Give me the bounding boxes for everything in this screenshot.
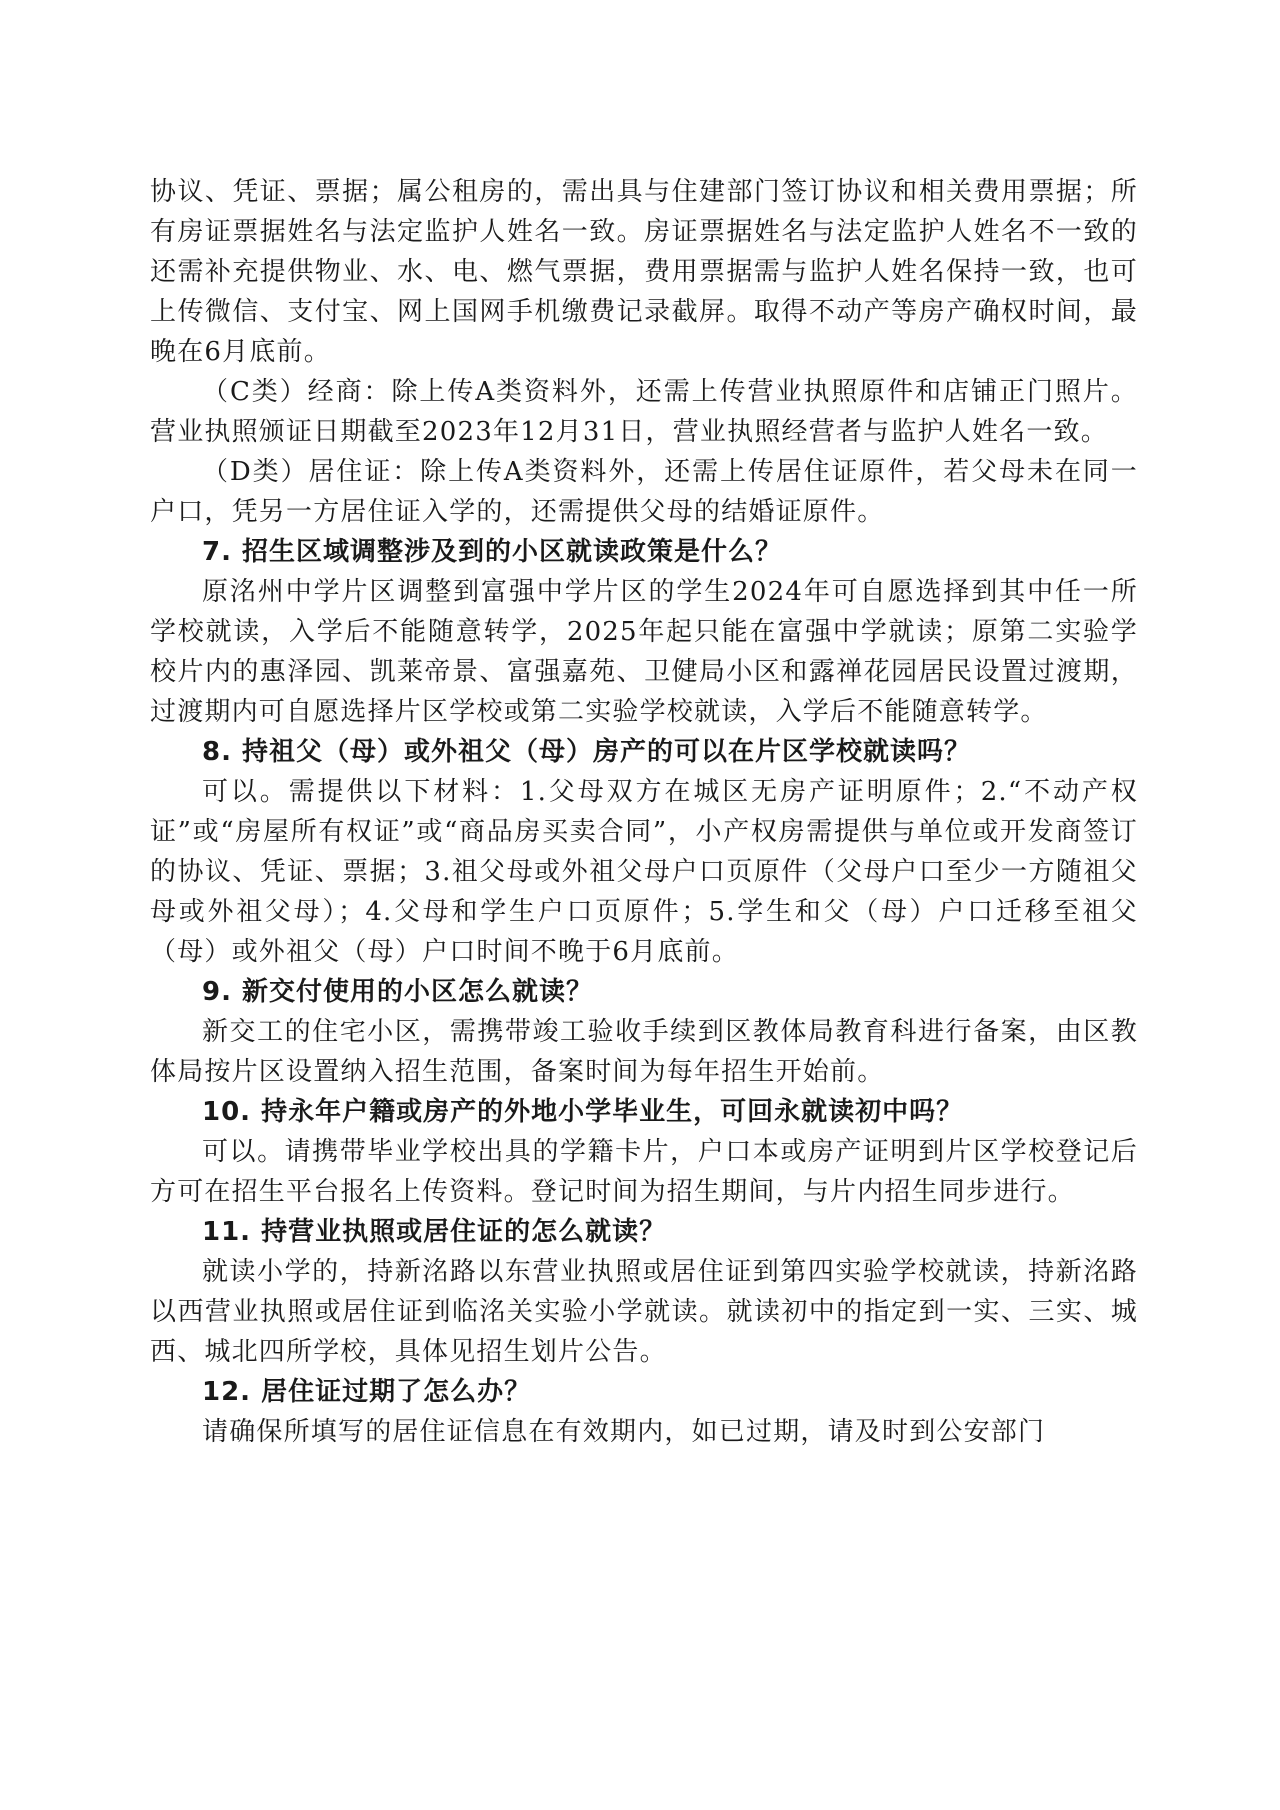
- paragraph-answer-10: 可以。请携带毕业学校出具的学籍卡片，户口本或房产证明到片区学校登记后方可在招生平台报名上传资料。登记时间为招生期间，与片内招生同步进行。: [150, 1137, 1138, 1207]
- heading-question-9: 9. 新交付使用的小区怎么就读？: [202, 977, 594, 1007]
- heading-question-11: 11. 持营业执照或居住证的怎么就读？: [202, 1217, 667, 1247]
- paragraph-category-c: （C类）经商：除上传A类资料外，还需上传营业执照原件和店铺正门照片。营业执照颁证日期截至2023年12月31日，营业执照经营者与监护人姓名一致。: [150, 377, 1138, 447]
- paragraph-answer-12: 请确保所填写的居住证信息在有效期内，如已过期，请及时到公安部门: [202, 1417, 1046, 1447]
- document-page: [150, 172, 1138, 1452]
- paragraph-category-d: （D类）居住证：除上传A类资料外，还需上传居住证原件，若父母未在同一户口，凭另一方居住证入学的，还需提供父母的结婚证原件。: [150, 457, 1138, 527]
- paragraph-answer-11: 就读小学的，持新洺路以东营业执照或居住证到第四实验学校就读，持新洺路以西营业执照或居住证到临洺关实验小学就读。就读初中的指定到一实、三实、城西、城北四所学校，具体见招生划片公告。: [150, 1257, 1138, 1367]
- paragraph-answer-7: 原洺州中学片区调整到富强中学片区的学生2024年可自愿选择到其中任一所学校就读，入学后不能随意转学，2025年起只能在富强中学就读；原第二实验学校片内的惠泽园、凯莱帝景、富强嘉苑、卫健局小区和露禅花园居民设置过渡期，过渡期内可自愿选择片区学校或第二实验学校就读，入学后不能随意转学。: [150, 577, 1138, 727]
- heading-question-8: 8. 持祖父（母）或外祖父（母）房产的可以在片区学校就读吗？: [202, 737, 972, 767]
- heading-question-10: 10. 持永年户籍或房产的外地小学毕业生，可回永就读初中吗？: [202, 1097, 964, 1127]
- heading-question-7: 7. 招生区域调整涉及到的小区就读政策是什么？: [202, 537, 783, 567]
- paragraph-housing-docs: 协议、凭证、票据；属公租房的，需出具与住建部门签订协议和相关费用票据；所有房证票据姓名与法定监护人姓名一致。房证票据姓名与法定监护人姓名不一致的还需补充提供物业、水、电、燃气票据，费用票据需与监护人姓名保持一致，也可上传微信、支付宝、网上国网手机缴费记录截屏。取得不动产等房产确权时间，最晚在6月底前。: [150, 177, 1138, 367]
- heading-question-12: 12. 居住证过期了怎么办？: [202, 1377, 532, 1407]
- paragraph-answer-8: 可以。需提供以下材料：1.父母双方在城区无房产证明原件；2.“不动产权证”或“房屋所有权证”或“商品房买卖合同”，小产权房需提供与单位或开发商签订的协议、凭证、票据；3.祖父母或外祖父母户口页原件（父母户口至少一方随祖父母或外祖父母）；4.父母和学生户口页原件；5.学生和父（母）户口迁移至祖父（母）或外祖父（母）户口时间不晚于6月底前。: [150, 777, 1138, 967]
- paragraph-answer-9: 新交工的住宅小区，需携带竣工验收手续到区教体局教育科进行备案，由区教体局按片区设置纳入招生范围，备案时间为每年招生开始前。: [150, 1017, 1138, 1087]
